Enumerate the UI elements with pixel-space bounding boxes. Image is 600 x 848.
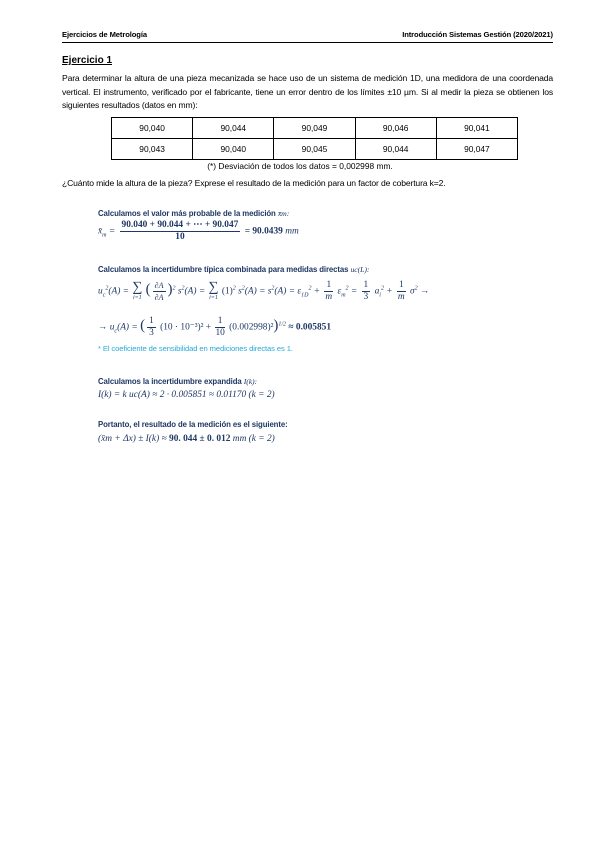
table-row — [112, 139, 518, 160]
step2-result: ≈ 0.005851 — [288, 322, 332, 333]
table-cell: 90,040 — [112, 118, 193, 139]
step2-equation-line1: $u_c^2(A)$ = ∑ i=1 ( $\frac{\partial A}{\partial A}$ )$^2$ $s^2(A)$ = ∑ i=1 $(1)^2$ $s^2(A) = s^2(A) = \varepsilon_{1D}^2$ + $\frac{1}{m}$ $\varepsilon_m^2$ = $\frac{1}{3}$ $a_i^2$ + $\frac{1}{m}$ $\sigma^2$ → — [98, 279, 430, 302]
exercise-title: Ejercicio 1 — [62, 55, 113, 66]
step1-result: = 90.0439 — [244, 226, 283, 237]
step3-heading-text: Calculamos la incertidumbre expandida — [98, 377, 242, 386]
step1-unit: mm — [285, 226, 299, 237]
step2-heading-symbol: uc(L): — [350, 265, 370, 274]
table-cell: 90,046 — [355, 118, 436, 139]
table-cell: 90,044 — [355, 139, 436, 160]
table-cell: 90,044 — [193, 118, 274, 139]
header-rule — [62, 42, 553, 43]
measurement-table — [111, 117, 518, 160]
step2-equation-line2: → $u_c(A)$ = ( $\frac{1}{3}$ (10 · 10⁻³)² + $\frac{1}{10}$ (0.002998)²)$^{1/2}$ ≈ 0.005851 — [98, 316, 332, 338]
header-right: Introducción Sistemas Gestión (2020/2021) — [402, 30, 553, 39]
step4-left: (x̄m + Δx) ± I(k) ≈ — [98, 434, 167, 444]
step2-frac2-den: 10 — [215, 328, 225, 338]
step1-numerator: 90.040 + 90.044 + ⋯ + 90.047 — [121, 220, 239, 230]
step1-equation: $x̄_m$ = $\frac{90.040 + 90.044 + \cdots + 90.047}{10}$ = 90.0439 mm — [98, 220, 299, 242]
step3-heading — [98, 377, 257, 386]
table-cell: 90,041 — [436, 118, 517, 139]
step4-bold: 90. 044 ± 0. 012 — [169, 434, 231, 444]
step1-fraction — [120, 220, 241, 243]
step4-right: mm (k = 2) — [232, 434, 275, 444]
table-row — [112, 118, 518, 139]
header-left: Ejercicios de Metrología — [62, 30, 147, 39]
exercise-statement: Para determinar la altura de una pieza mecanizada se hace uso de un sistema de medición 1D, una medidora de una coordenada vertical. El instrumento, verificado por el fabricante, tiene un error dentro de los límites ±10 µm. Si al medir la pieza se obtienen los siguientes resultados (datos en mm): — [62, 73, 553, 110]
step2-frac2-num: 1 — [215, 316, 224, 328]
step1-heading-symbol: x̄m: — [277, 209, 290, 218]
step1-denominator: 10 — [175, 232, 185, 242]
step4-equation — [98, 434, 275, 444]
step2-frac1-num: 1 — [149, 316, 154, 326]
sensitivity-note: * El coeficiente de sensibilidad en mediciones directas es 1. — [98, 344, 293, 353]
table-cell: 90,045 — [274, 139, 355, 160]
step2-heading — [98, 265, 369, 274]
step2-exponent: 1/2 — [278, 321, 287, 328]
step2-heading-text: Calculamos la incertidumbre típica combinada para medidas directas — [98, 265, 349, 274]
step2-term2: (0.002998)² — [229, 322, 274, 333]
step3-heading-symbol: I(k): — [243, 377, 258, 386]
table-note: (*) Desviación de todos los datos = 0,002998 mm. — [207, 161, 393, 171]
step1-heading — [98, 209, 289, 218]
step1-heading-text: Calculamos el valor más probable de la medición — [98, 209, 276, 218]
step4-heading: Portanto, el resultado de la medición es el siguiente: — [98, 420, 288, 429]
table-cell: 90,047 — [436, 139, 517, 160]
table-cell: 90,043 — [112, 139, 193, 160]
step2-term1: (10 · 10⁻³)² + — [160, 322, 212, 333]
step2-frac1-den: 3 — [149, 328, 154, 338]
exercise-question: ¿Cuánto mide la altura de la pieza? Exprese el resultado de la medición para un factor de cobertura k=2. — [62, 178, 446, 188]
step1-lhs: x̄ — [98, 226, 103, 237]
table-cell: 90,040 — [193, 139, 274, 160]
table-cell: 90,049 — [274, 118, 355, 139]
step3-equation: I(k) = k uc(A) ≈ 2 · 0.005851 ≈ 0.01170 (k = 2) — [98, 390, 275, 400]
